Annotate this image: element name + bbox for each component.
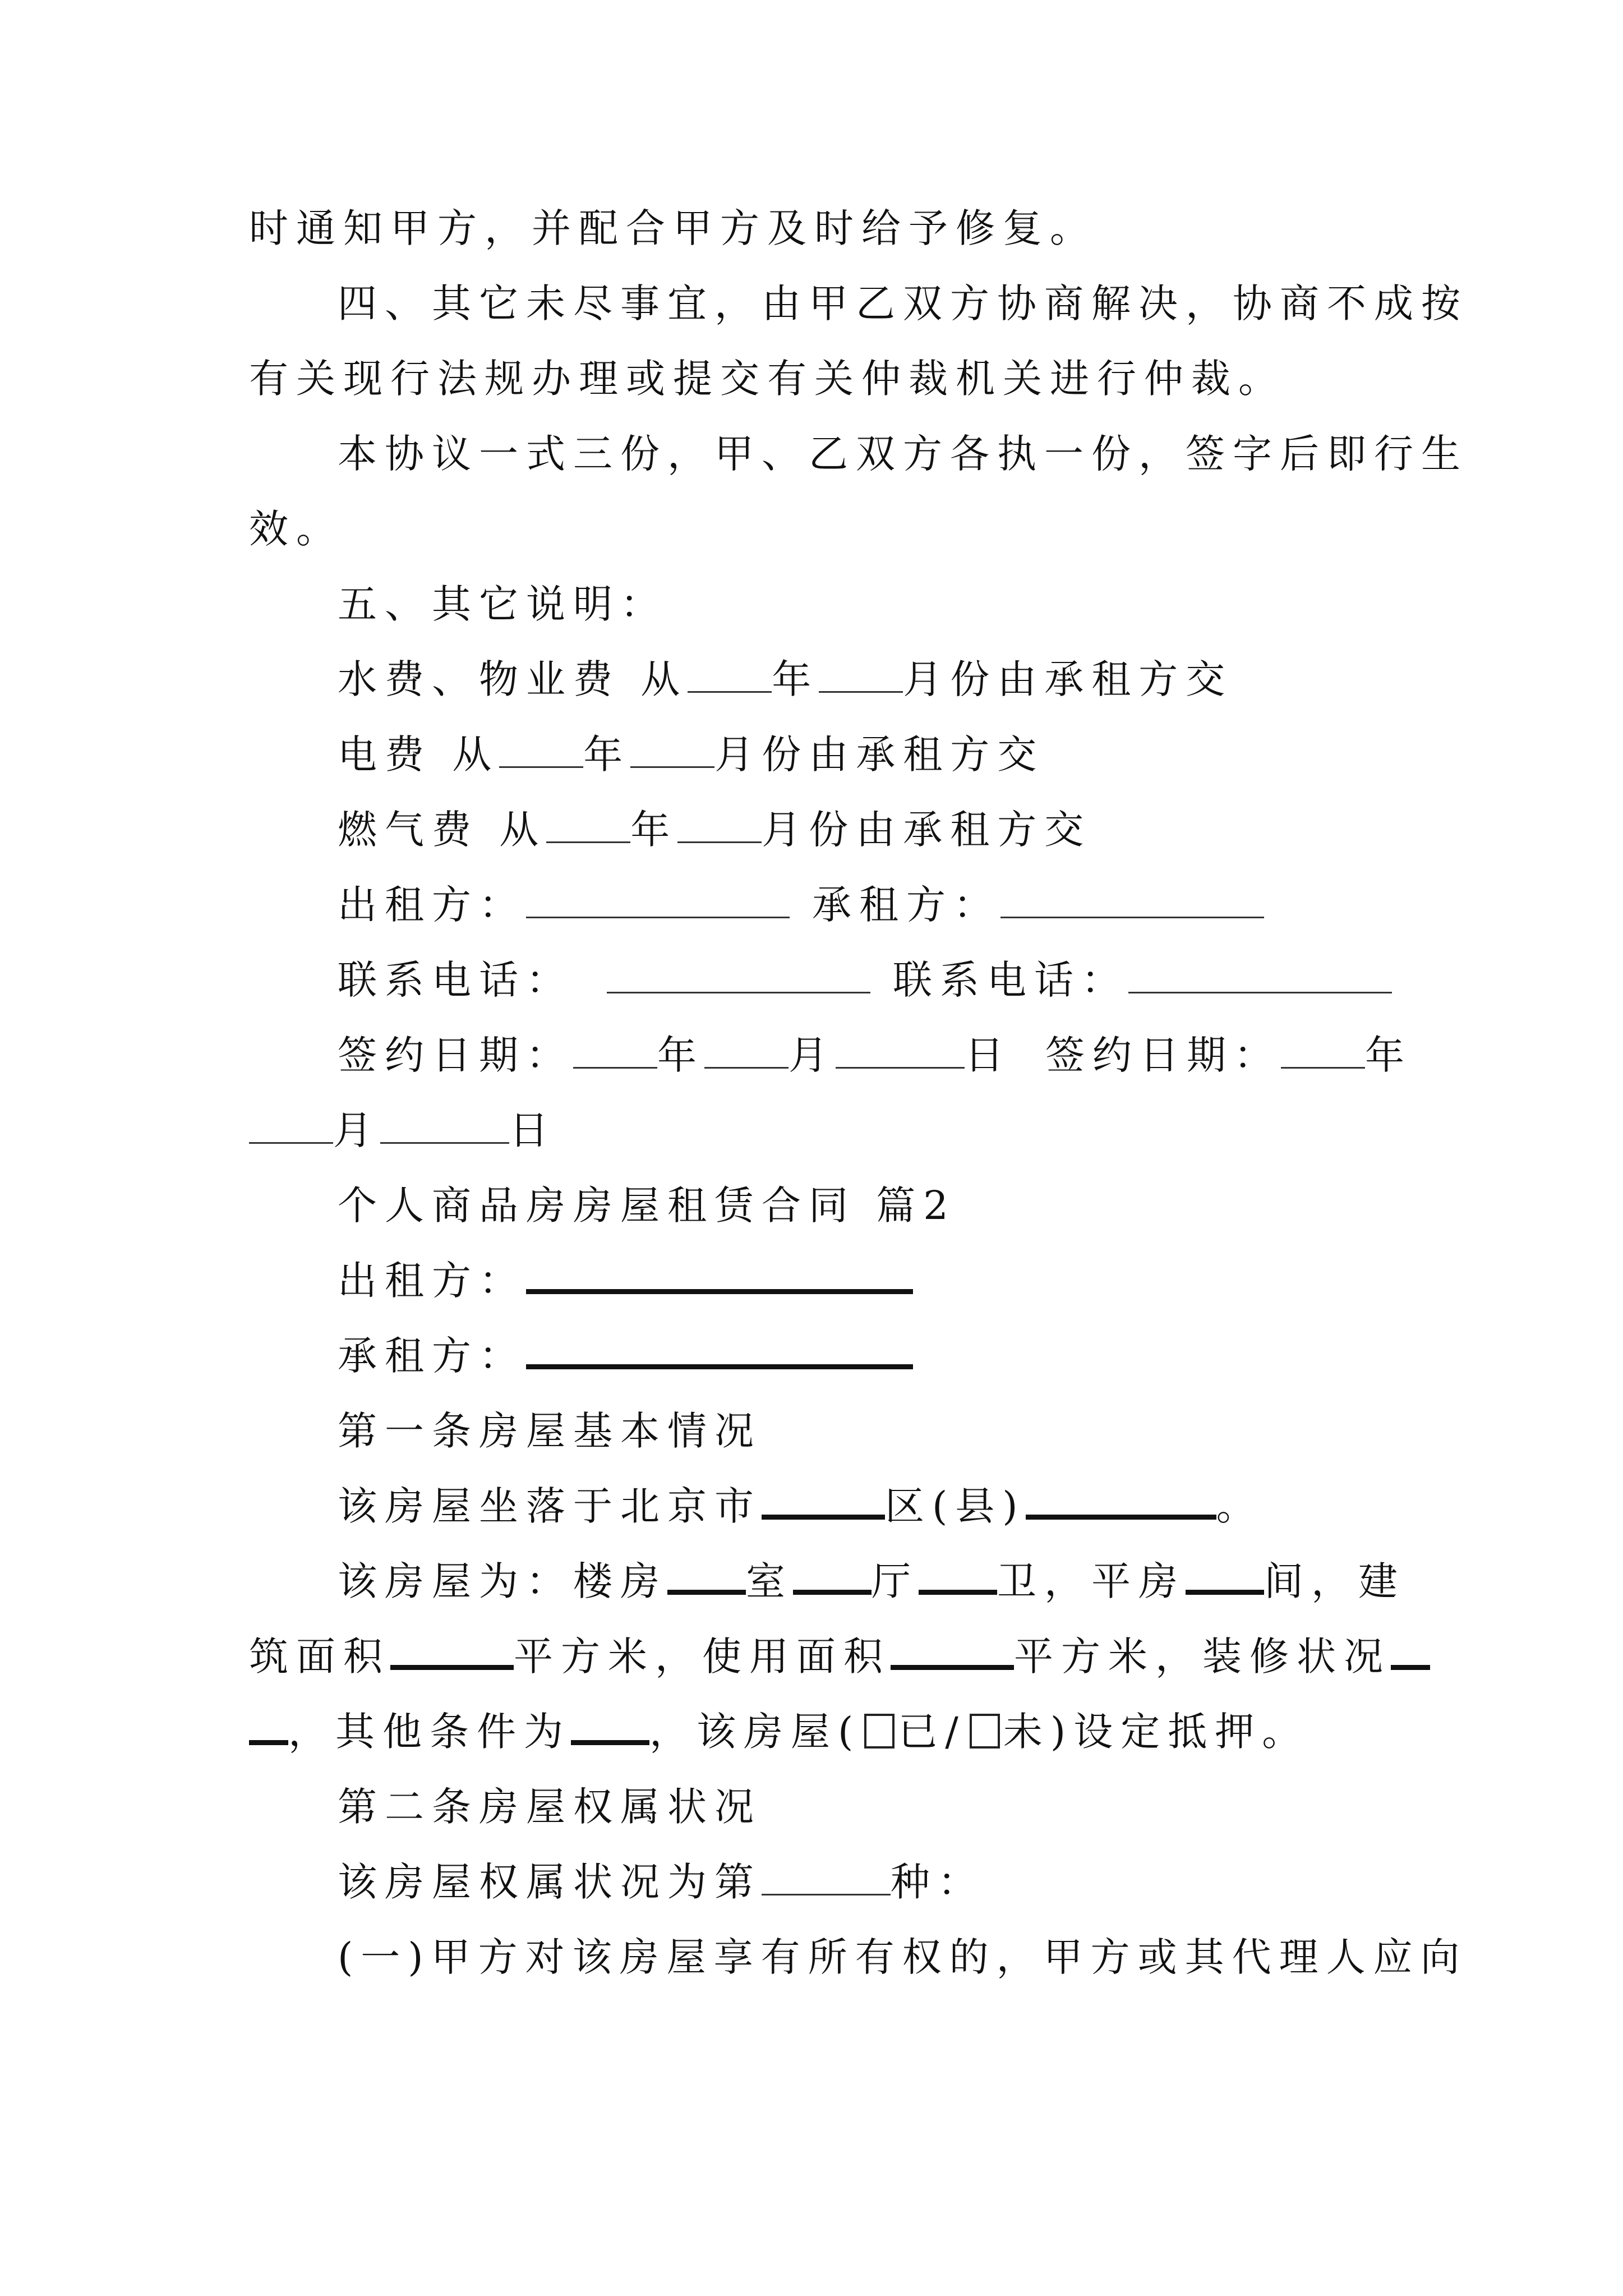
room-blank[interactable] — [667, 1555, 746, 1595]
decoration-blank[interactable] — [249, 1705, 288, 1745]
bath-blank[interactable] — [919, 1555, 997, 1595]
year-label: 年 — [1365, 1032, 1412, 1078]
month-blank[interactable] — [819, 656, 903, 693]
month-blank[interactable] — [704, 1032, 789, 1069]
lessor-line — [338, 1250, 1393, 1312]
building-area-blank[interactable] — [390, 1630, 514, 1670]
month-label: 月 — [333, 1107, 380, 1153]
year-label: 年 — [772, 656, 819, 702]
usable-area-blank[interactable] — [891, 1630, 1014, 1670]
sign-date-continued — [249, 1099, 1393, 1161]
lessee-label: 承租方： — [812, 882, 1000, 928]
location-line — [338, 1475, 1393, 1537]
decoration-blank[interactable] — [1391, 1630, 1430, 1670]
location-label: 该房屋坐落于北京市 — [338, 1483, 762, 1529]
fee-suffix: 月份由承租方交 — [903, 656, 1233, 702]
article-two-heading: 第二条房屋权属状况 — [338, 1784, 762, 1830]
phone-blank[interactable] — [607, 957, 870, 993]
ownership-type-blank[interactable] — [762, 1859, 891, 1895]
contract-title: 个人商品房房屋租赁合同 篇2 — [338, 1182, 956, 1228]
gas-fee-line — [338, 799, 1393, 861]
phone-blank[interactable] — [1128, 957, 1392, 993]
decoration-label: 平方米，装修状况 — [1014, 1634, 1391, 1680]
month-blank[interactable] — [249, 1107, 333, 1144]
phone-line — [338, 949, 1393, 1011]
room-label: 室 — [746, 1558, 793, 1604]
other-conditions-label: ，其他条件为 — [288, 1709, 571, 1755]
fee-suffix: 月份由承租方交 — [714, 731, 1045, 777]
text-line: 效。 — [249, 506, 343, 552]
day-blank[interactable] — [836, 1032, 965, 1069]
agreement-copies: 本协议一式三份，甲、乙双方各执一份，签字后即行生 — [338, 431, 1468, 477]
ownership-line — [338, 1851, 1393, 1913]
year-label: 年 — [657, 1032, 704, 1078]
sign-date-line — [338, 1024, 1412, 1086]
year-label: 年 — [630, 807, 678, 853]
room-count-label: 间，建 — [1264, 1558, 1405, 1604]
house-type-line — [338, 1550, 1405, 1612]
month-blank[interactable] — [677, 807, 762, 843]
year-blank[interactable] — [546, 807, 630, 843]
day-label: 日 — [965, 1032, 1012, 1078]
area-line — [249, 1626, 1393, 1687]
checkbox-not[interactable] — [970, 1714, 1000, 1749]
year-label: 年 — [583, 731, 631, 777]
lessor-label: 出租方： — [338, 882, 526, 928]
sign-date-label: 签约日期： — [338, 1032, 573, 1078]
hall-blank[interactable] — [793, 1555, 872, 1595]
not-label: 未)设定抵押。 — [1003, 1709, 1310, 1755]
address-blank[interactable] — [1026, 1480, 1216, 1520]
lessee-line — [338, 1325, 1393, 1387]
already-label: 已/ — [898, 1709, 966, 1755]
year-blank[interactable] — [499, 731, 583, 768]
bungalow-label: 卫，平房 — [997, 1558, 1186, 1604]
period: 。 — [1216, 1483, 1264, 1529]
year-blank[interactable] — [1281, 1032, 1365, 1069]
day-blank[interactable] — [380, 1107, 509, 1144]
lessor-blank[interactable] — [526, 1254, 913, 1294]
water-fee-label: 水费、物业费 从 — [338, 656, 688, 702]
month-blank[interactable] — [630, 731, 714, 768]
other-conditions-blank[interactable] — [571, 1705, 649, 1745]
phone-label: 联系电话： — [893, 957, 1128, 1003]
hall-label: 厅 — [872, 1558, 919, 1604]
text-line: 时通知甲方，并配合甲方及时给予修复。 — [249, 205, 1097, 251]
day-label: 日 — [509, 1107, 556, 1153]
parties-line — [338, 874, 1393, 936]
electricity-fee-label: 电费 从 — [338, 731, 500, 777]
mortgage-label: ，该房屋( — [649, 1709, 861, 1755]
usable-area-label: 平方米，使用面积 — [514, 1634, 891, 1680]
lessee-blank[interactable] — [1000, 882, 1264, 918]
district-label: 区(县) — [885, 1483, 1026, 1529]
clause-five-heading: 五、其它说明： — [338, 581, 667, 627]
electricity-fee-line — [338, 724, 1393, 785]
water-fee-line — [338, 648, 1393, 710]
conditions-line — [249, 1701, 1393, 1763]
year-blank[interactable] — [573, 1032, 657, 1069]
bungalow-room-blank[interactable] — [1186, 1555, 1264, 1595]
month-label: 月 — [789, 1032, 836, 1078]
gas-fee-label: 燃气费 从 — [338, 807, 547, 853]
clause-four: 四、其它未尽事宜，由甲乙双方协商解决，协商不成按 — [338, 280, 1468, 326]
lessor-blank[interactable] — [526, 882, 790, 918]
article-one-heading: 第一条房屋基本情况 — [338, 1408, 762, 1454]
building-area-label: 筑面积 — [249, 1634, 390, 1680]
kind-label: 种： — [891, 1859, 985, 1905]
district-blank[interactable] — [762, 1480, 885, 1520]
phone-label: 联系电话： — [338, 957, 573, 1003]
ownership-clause: (一)甲方对该房屋享有所有权的，甲方或其代理人应向 — [338, 1934, 1468, 1980]
house-type-label: 该房屋为：楼房 — [338, 1558, 667, 1604]
text-line: 有关现行法规办理或提交有关仲裁机关进行仲裁。 — [249, 356, 1285, 402]
sign-date-label: 签约日期： — [1045, 1032, 1281, 1078]
lessee-blank[interactable] — [526, 1329, 913, 1369]
fee-suffix: 月份由承租方交 — [762, 807, 1092, 853]
lessee-label: 承租方： — [338, 1333, 526, 1379]
checkbox-already[interactable] — [864, 1714, 895, 1749]
year-blank[interactable] — [688, 656, 772, 693]
ownership-label: 该房屋权属状况为第 — [338, 1859, 762, 1905]
lessor-label: 出租方： — [338, 1258, 526, 1304]
